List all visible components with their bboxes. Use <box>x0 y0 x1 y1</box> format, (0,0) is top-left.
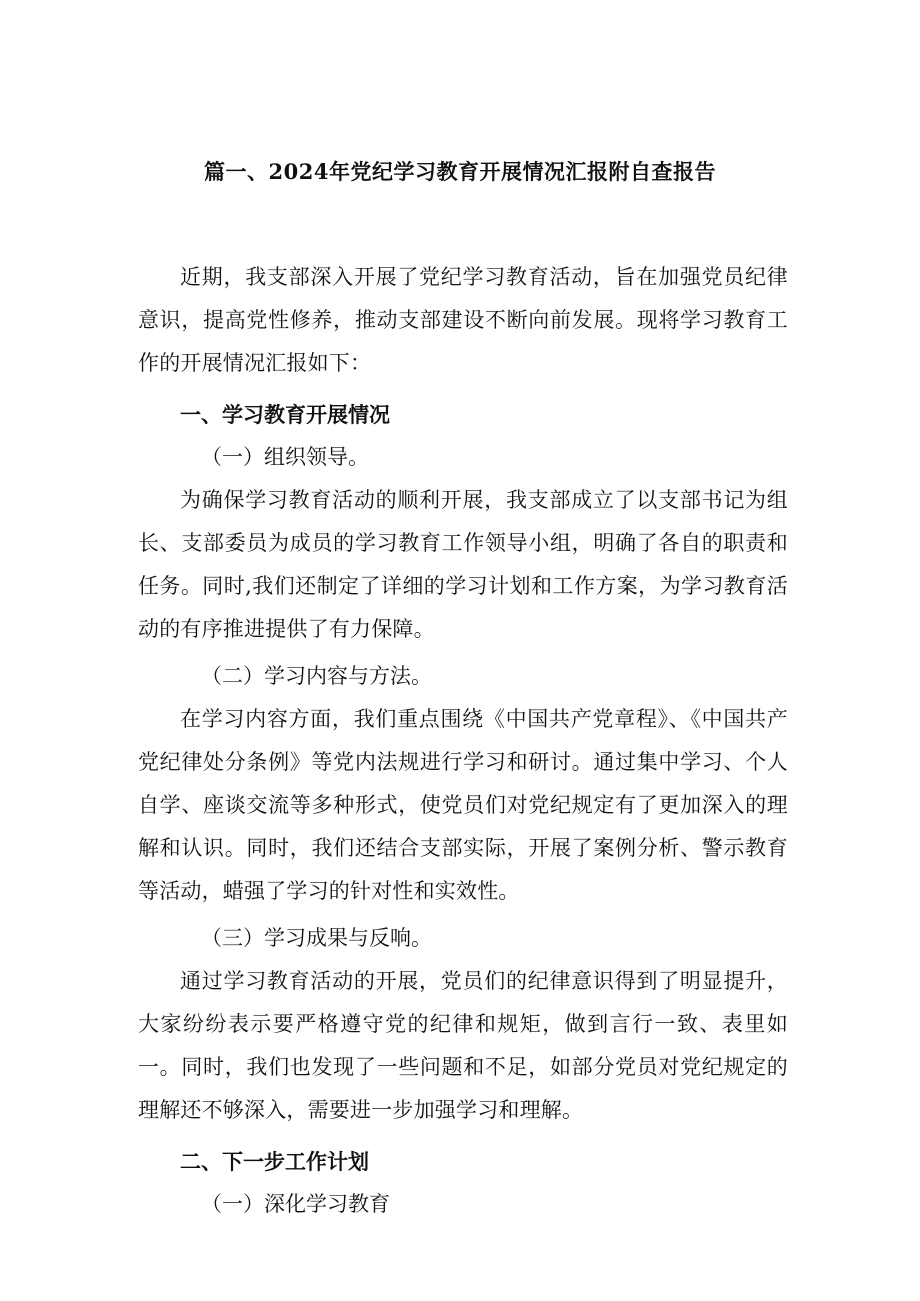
section-2-heading: 二、下一步工作计划 <box>180 1149 369 1174</box>
intro-paragraph: 近期，我支部深入开展了党纪学习教育活动，旨在加强党员纪律意识，提高党性修养，推动支部建设不断向前发展。现将学习教育工作的开展情况汇报如下： <box>138 265 788 375</box>
section-1-sub-2-heading: （二）学习内容与方法。 <box>201 664 432 688</box>
section-1-sub-1-body: 为确保学习教育活动的顺利开展，我支部成立了以支部书记为组长、支部委员为成员的学习教育工作领导小组，明确了各自的职责和任务。同时,我们还制定了详细的学习计划和工作方案，为学习教育活动的有序推进提供了有力保障。 <box>138 488 788 641</box>
document-body <box>138 256 788 1226</box>
section-1-sub-3-body: 通过学习教育活动的开展，党员们的纪律意识得到了明显提升，大家纷纷表示要严格遵守党的纪律和规矩，做到言行一致、表里如一。同时，我们也发现了一些问题和不足，如部分党员对党纪规定的理解还不够深入，需要进一步加强学习和理解。 <box>138 969 788 1122</box>
section-1-heading: 一、学习教育开展情况 <box>180 402 390 427</box>
section-1-sub-2-body: 在学习内容方面，我们重点围绕《中国共产党章程》、《中国共产党纪律处分条例》等党内法规进行学习和研讨。通过集中学习、个人自学、座谈交流等多种形式，使党员们对党纪规定有了更加深入的理解和认识。同时，我们还结合支部实际，开展了案例分析、警示教育等活动，蜡强了学习的针对性和实效性。 <box>138 707 788 903</box>
section-1-sub-1-heading: （一）组织领导。 <box>201 445 369 469</box>
section-1-sub-3-heading: （三）学习成果与反响。 <box>201 926 432 950</box>
section-2-sub-1-heading: （一）深化学习教育 <box>201 1192 390 1216</box>
document-title: 篇一、2024年党纪学习教育开展情况汇报附自查报告 <box>204 159 716 184</box>
